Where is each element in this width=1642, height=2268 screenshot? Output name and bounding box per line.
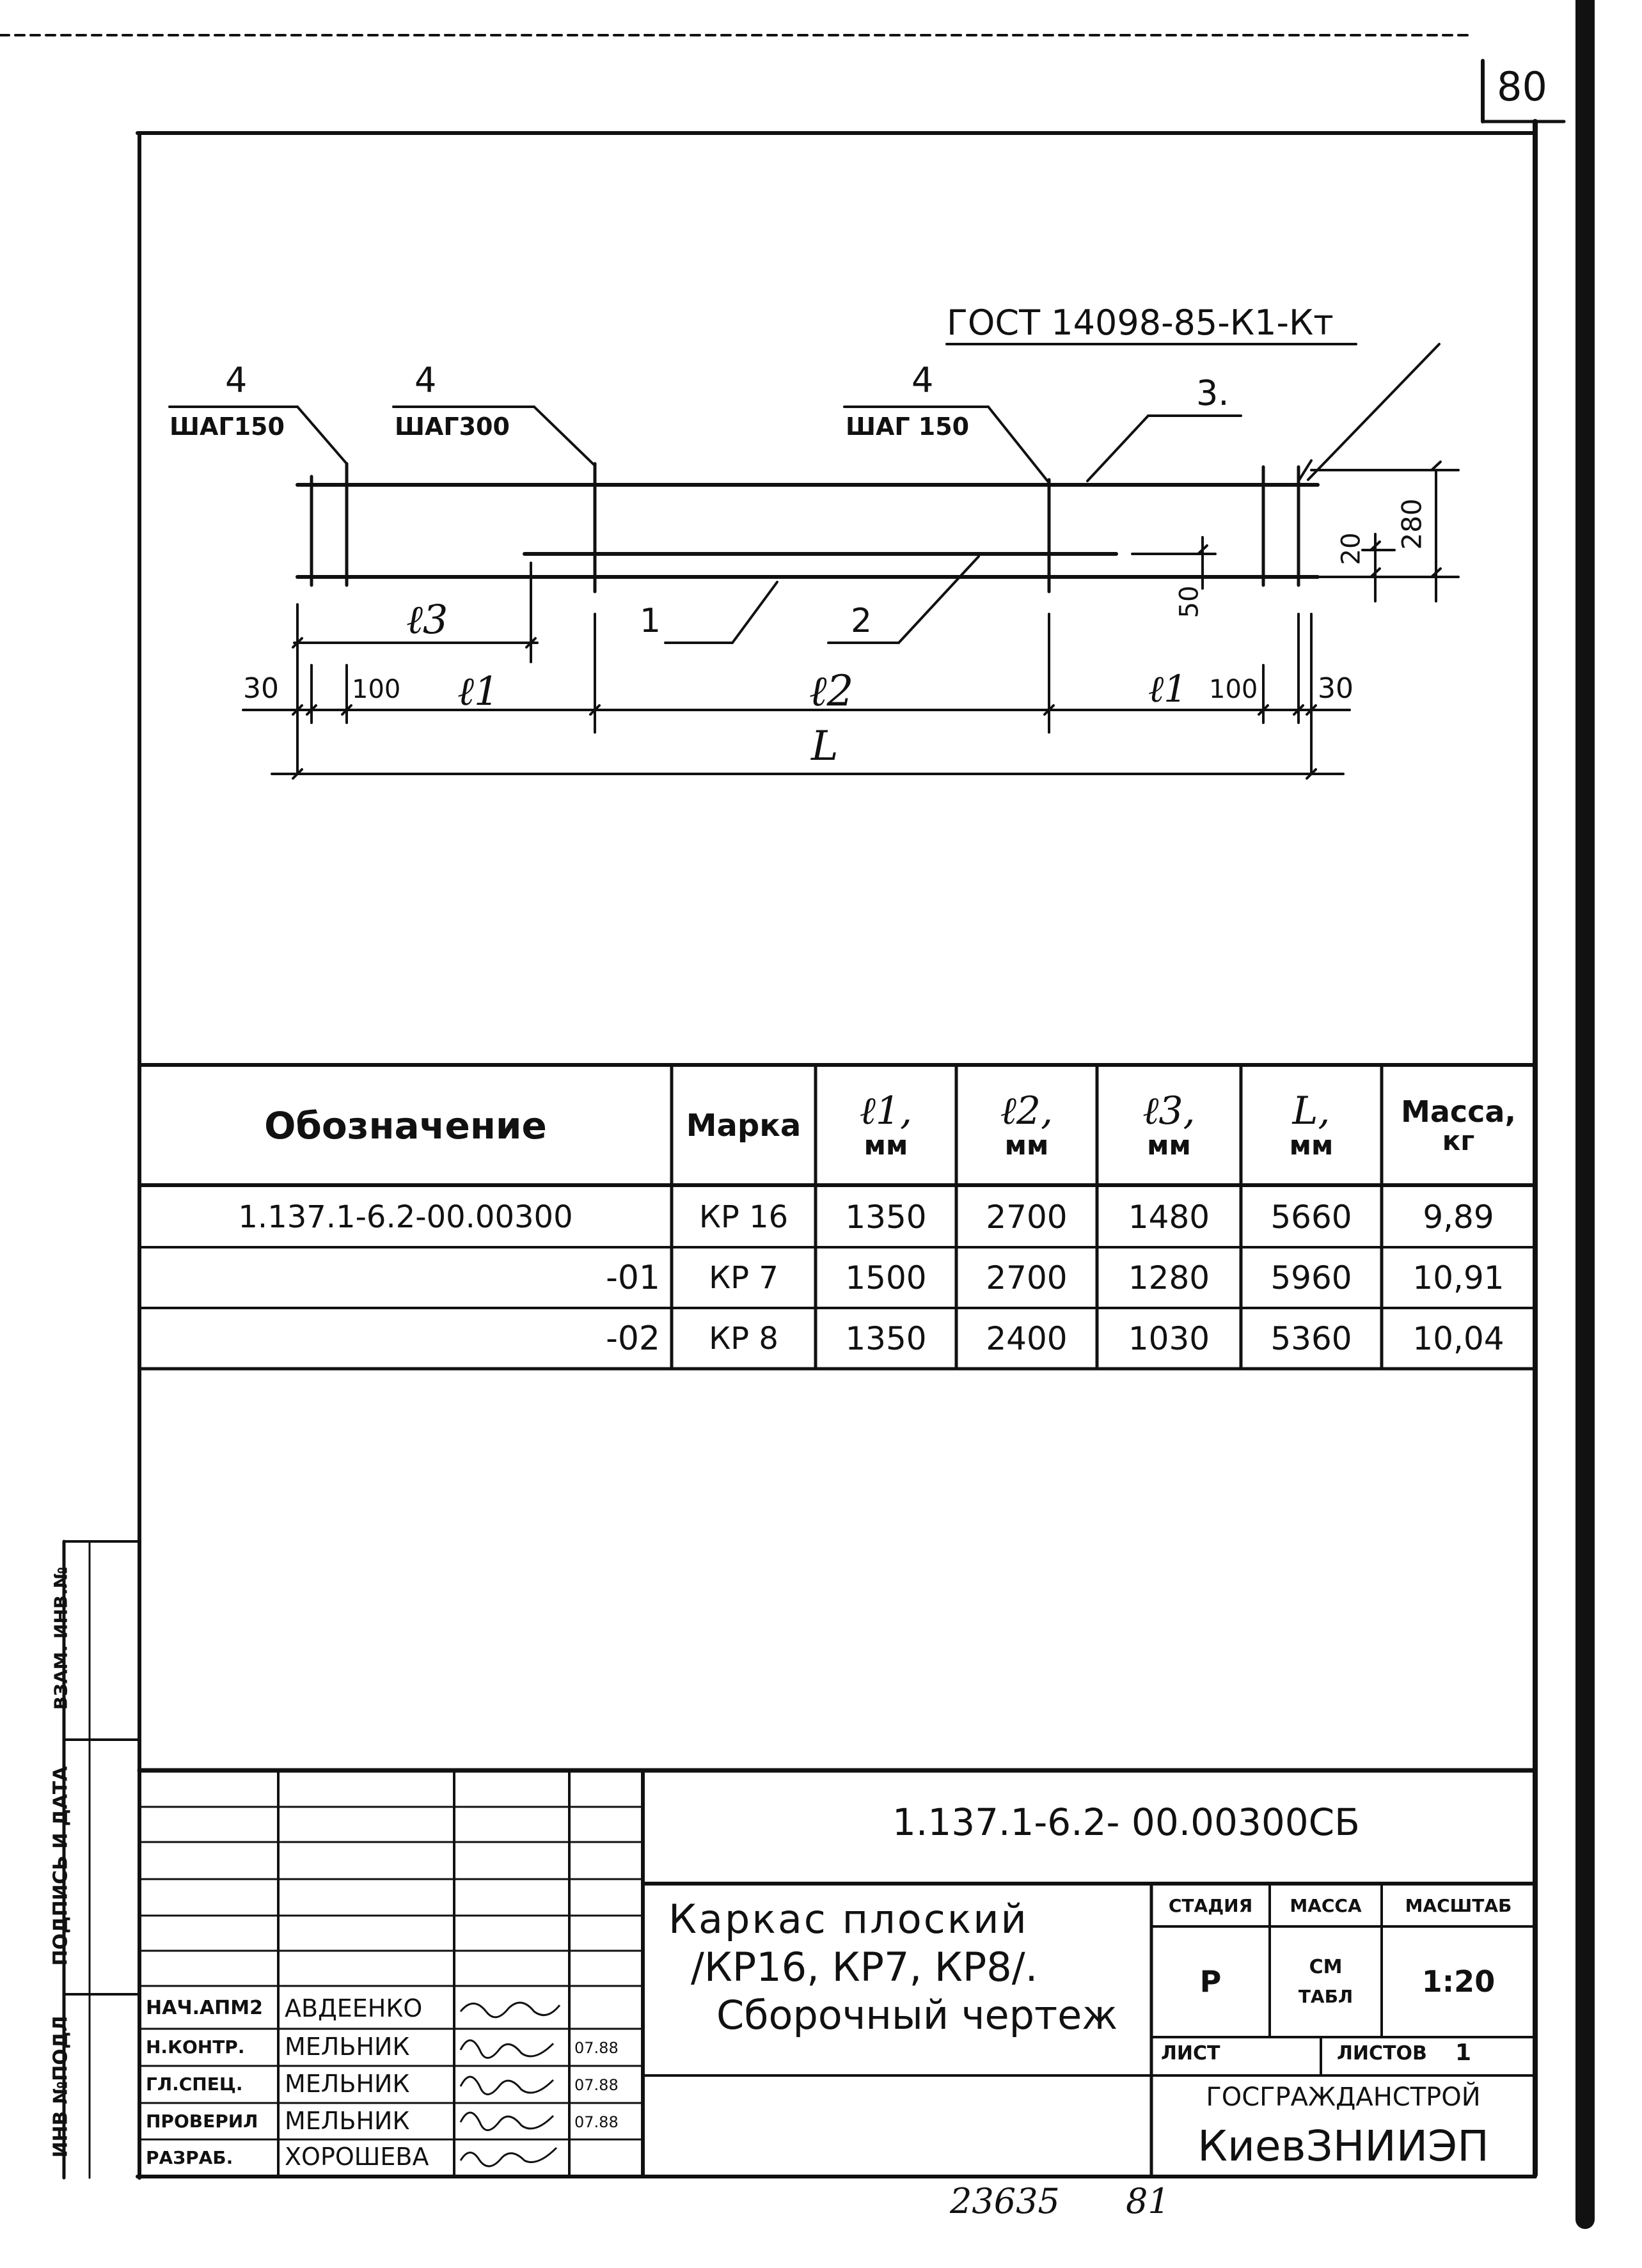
part-1-label: 1 bbox=[640, 602, 661, 640]
table-row-3-L: 5360 bbox=[1270, 1319, 1352, 1357]
page-number: 80 bbox=[1497, 63, 1547, 110]
dim-50: 50 bbox=[1174, 585, 1204, 618]
sig-name-2: МЕЛЬНИК bbox=[285, 2033, 410, 2061]
mass-value-1: СМ bbox=[1309, 1955, 1343, 1978]
title-line-3: Сборочный чертеж bbox=[716, 1992, 1118, 2038]
callout-3-step: ШАГ 150 bbox=[846, 413, 970, 441]
dim-l2: ℓ2 bbox=[809, 666, 854, 716]
header-l3-unit: мм bbox=[1147, 1130, 1191, 1162]
sheet-label: ЛИСТ bbox=[1161, 2042, 1220, 2065]
header-L-symbol: L, bbox=[1292, 1089, 1330, 1134]
margin-inv-orig: ИНВ №ПОДЛ bbox=[49, 2015, 72, 2158]
table-row-1-l3: 1480 bbox=[1128, 1198, 1210, 1236]
org-line-2: КиевЗНИИЭП bbox=[1197, 2122, 1489, 2171]
table-row-1-L: 5660 bbox=[1270, 1198, 1352, 1236]
mass-value-2: ТАБЛ bbox=[1298, 1986, 1354, 2008]
table-row-2-L: 5960 bbox=[1270, 1259, 1352, 1296]
table-row-2-mark: КР 7 bbox=[709, 1259, 778, 1296]
dim-30-right: 30 bbox=[1318, 672, 1354, 705]
sig-date-2: 07.88 bbox=[574, 2039, 619, 2057]
table-row-3-l2: 2400 bbox=[986, 1319, 1068, 1357]
part-2-label: 2 bbox=[851, 602, 872, 640]
sheets-value: 1 bbox=[1455, 2040, 1472, 2066]
sig-name-5: ХОРОШЕВА bbox=[285, 2143, 429, 2171]
scale-label: МАСШТАБ bbox=[1405, 1894, 1512, 1916]
dim-l1-right: ℓ1 bbox=[1148, 667, 1188, 711]
sig-role-2: Н.КОНТР. bbox=[146, 2036, 245, 2058]
dim-L: L bbox=[811, 723, 839, 770]
table-row-3-mark: КР 8 bbox=[709, 1320, 778, 1357]
callout-2-number: 4 bbox=[414, 360, 437, 400]
sig-role-3: ГЛ.СПЕЦ. bbox=[146, 2074, 243, 2095]
table-row-1-l1: 1350 bbox=[845, 1198, 927, 1236]
table-row-2-l1: 1500 bbox=[845, 1259, 927, 1296]
table-row-1-mass: 9,89 bbox=[1423, 1198, 1494, 1236]
header-l2-unit: мм bbox=[1004, 1130, 1049, 1162]
sig-date-3: 07.88 bbox=[574, 2076, 619, 2094]
dim-l1-left: ℓ1 bbox=[457, 668, 500, 714]
sig-name-4: МЕЛЬНИК bbox=[285, 2107, 410, 2135]
dim-100-left: 100 bbox=[352, 675, 401, 704]
header-mass-label: Масса, bbox=[1401, 1094, 1516, 1129]
doc-code: 1.137.1-6.2- 00.00300СБ bbox=[892, 1800, 1360, 1844]
dim-l3: ℓ3 bbox=[406, 596, 448, 643]
table-row-3-designation: -02 bbox=[606, 1319, 660, 1358]
table-row-1-designation: 1.137.1-6.2-00.00300 bbox=[238, 1199, 573, 1235]
header-l3-symbol: ℓ3, bbox=[1142, 1089, 1196, 1134]
title-line-1: Каркас плоский bbox=[668, 1896, 1029, 1942]
header-L-unit: мм bbox=[1289, 1130, 1334, 1162]
callout-1-number: 4 bbox=[225, 360, 248, 400]
table-row-2-l2: 2700 bbox=[986, 1259, 1068, 1296]
header-l1-unit: мм bbox=[864, 1130, 908, 1162]
table-header-mark: Марка bbox=[686, 1108, 801, 1144]
margin-inv-replace: ВЗАМ. ИНВ.№ bbox=[50, 1566, 72, 1710]
org-line-1: ГОСГРАЖДАНСТРОЙ bbox=[1206, 2083, 1481, 2112]
callout-2-step: ШАГ300 bbox=[395, 413, 510, 441]
sig-date-4: 07.88 bbox=[574, 2113, 619, 2131]
header-mass-unit: кг bbox=[1442, 1125, 1475, 1157]
header-l1-symbol: ℓ1, bbox=[859, 1089, 913, 1134]
sig-name-3: МЕЛЬНИК bbox=[285, 2070, 410, 2098]
scale-value: 1:20 bbox=[1421, 1964, 1496, 1999]
dim-280: 280 bbox=[1396, 498, 1428, 550]
stage-value: Р bbox=[1199, 1964, 1222, 1999]
table-row-3-l3: 1030 bbox=[1128, 1319, 1210, 1357]
dim-100-right: 100 bbox=[1209, 675, 1258, 704]
dim-20: 20 bbox=[1336, 532, 1366, 565]
part-3-label: 3. bbox=[1196, 373, 1229, 413]
sig-role-1: НАЧ.АПМ2 bbox=[146, 1997, 264, 2019]
table-row-1-mark: КР 16 bbox=[699, 1199, 789, 1235]
table-header-designation: Обозначение bbox=[264, 1104, 547, 1147]
sig-role-4: ПРОВЕРИЛ bbox=[146, 2111, 258, 2132]
table-row-1-l2: 2700 bbox=[986, 1198, 1068, 1236]
mass-label: МАССА bbox=[1290, 1894, 1362, 1916]
archive-sheet: 81 bbox=[1126, 2181, 1170, 2221]
header-l2-symbol: ℓ2, bbox=[1000, 1089, 1054, 1134]
sheets-label: ЛИСТОВ bbox=[1337, 2042, 1427, 2065]
table-row-3-mass: 10,04 bbox=[1412, 1319, 1504, 1357]
gost-label: ГОСТ 14098-85-К1-Кт bbox=[947, 303, 1334, 343]
table-row-2-mass: 10,91 bbox=[1412, 1259, 1504, 1296]
table-row-2-l3: 1280 bbox=[1128, 1259, 1210, 1296]
archive-number: 23635 bbox=[950, 2181, 1060, 2221]
title-line-2: /КР16, КР7, КР8/. bbox=[691, 1944, 1038, 1990]
dim-30-left: 30 bbox=[243, 672, 279, 705]
sig-role-5: РАЗРАБ. bbox=[146, 2147, 233, 2168]
table-row-3-l1: 1350 bbox=[845, 1319, 927, 1357]
table-row-2-designation: -01 bbox=[606, 1258, 660, 1297]
callout-1-step: ШАГ150 bbox=[170, 413, 285, 441]
stage-label: СТАДИЯ bbox=[1168, 1894, 1253, 1916]
sig-name-1: АВДЕЕНКО bbox=[285, 1994, 423, 2022]
margin-sign-date: ПОДПИСЬ И ДАТА bbox=[49, 1766, 72, 1966]
callout-3-number: 4 bbox=[912, 360, 934, 400]
